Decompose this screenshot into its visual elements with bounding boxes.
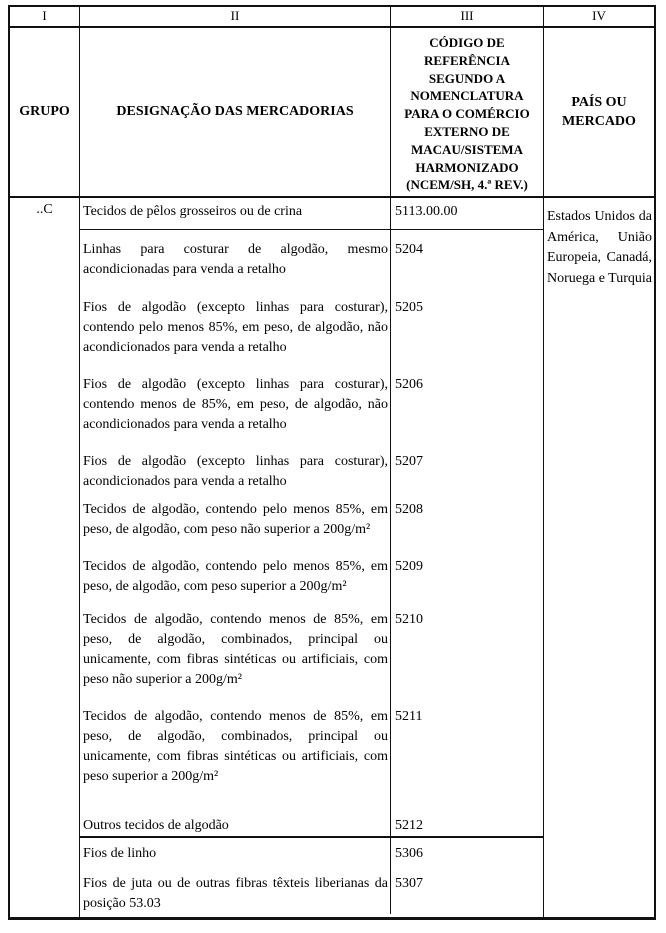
goods-description: Tecidos de algodão, contendo pelo menos 85%, em peso, de algodão, com peso superior a 200g/m² [83, 559, 388, 594]
goods-description: Tecidos de algodão, contendo menos de 85%, em peso, de algodão, combinados, principal ou unicamente, com fibras sintéticas ou artificiais, com peso superior a 200g/m² [83, 709, 388, 784]
column-header-row [10, 28, 654, 198]
header-grupo: GRUPO [10, 28, 80, 196]
header-codigo-line: REFERÊNCIA [424, 52, 510, 68]
cell-designacao [80, 557, 391, 610]
market-countries: Estados Unidos da América, União Europeia, Canadá, Noruega e Turquia [547, 209, 652, 286]
cell-grupo-value: ..C [10, 198, 80, 917]
goods-description: Outros tecidos de algodão [83, 818, 229, 833]
cell-designacao [80, 838, 391, 874]
goods-description: Fios de algodão (excepto linhas para costurar), contendo menos de 85%, em peso, de algodão, não acondicionados para venda a retalho [83, 377, 388, 432]
table-body [10, 198, 654, 917]
group-cotton-rows [80, 230, 543, 838]
table-row [80, 610, 543, 707]
cell-codigo [391, 874, 543, 914]
header-pais-ou-mercado [544, 28, 654, 196]
cell-designacao [80, 375, 391, 452]
header-pais-line: PAÍS OU [571, 95, 627, 110]
column-number-row [10, 7, 654, 28]
cell-designacao [80, 198, 391, 229]
reference-code: 5307 [395, 876, 423, 891]
cell-codigo [391, 707, 543, 816]
header-codigo-line: HARMONIZADO [415, 159, 519, 175]
goods-description: Fios de algodão (excepto linhas para costurar), contendo pelo menos 85%, em peso, de algodão, não acondicionados para venda a retalho [83, 300, 388, 355]
cell-designacao [80, 610, 391, 707]
header-codigo-line: (NCEM/SH, 4.ª REV.) [406, 177, 528, 193]
table-row [80, 452, 543, 500]
col-number-iv: IV [592, 8, 606, 23]
table-row [80, 838, 543, 874]
cell-codigo [391, 610, 543, 707]
table-row [80, 198, 543, 230]
cell-codigo [391, 375, 543, 452]
cell-codigo [391, 816, 543, 836]
cell-pais-ou-mercado [544, 198, 654, 917]
cell-designacao [80, 816, 391, 836]
cell-designacao [80, 230, 391, 298]
col-number-i: I [10, 7, 80, 26]
header-codigo-line: MACAU/SISTEMA [411, 141, 523, 157]
header-codigo-line: SEGUNDO A [428, 70, 506, 86]
table-row [80, 707, 543, 816]
table-row [80, 874, 543, 914]
table-row [80, 557, 543, 610]
cell-designacao [80, 874, 391, 914]
table-row [80, 816, 543, 836]
table-row [80, 375, 543, 452]
cell-codigo [391, 230, 543, 298]
table-row [80, 500, 543, 557]
reference-code: 5206 [395, 377, 423, 392]
goods-description: Tecidos de pêlos grosseiros ou de crina [83, 204, 303, 219]
cell-codigo [391, 557, 543, 610]
goods-description: Fios de linho [83, 846, 157, 861]
reference-code: 5210 [395, 612, 423, 627]
header-codigo-line: PARA O COMÉRCIO [404, 106, 530, 122]
reference-code: 5207 [395, 454, 423, 469]
reference-code: 5306 [395, 846, 423, 861]
header-codigo-line: EXTERNO DE [424, 123, 510, 139]
goods-description: Linhas para costurar de algodão, mesmo acondicionadas para venda a retalho [83, 242, 388, 277]
table-row [80, 298, 543, 375]
goods-nomenclature-table [8, 5, 656, 920]
cell-designacao [80, 298, 391, 375]
cell-designacao [80, 500, 391, 557]
cell-codigo [391, 198, 543, 229]
header-codigo-line: NOMENCLATURA [410, 88, 524, 104]
cell-codigo [391, 500, 543, 557]
col-number-iii: III [391, 7, 544, 26]
header-pais-line: MERCADO [562, 114, 636, 129]
reference-code: 5212 [395, 818, 423, 833]
group-linen-rows [80, 838, 543, 917]
cell-designacao [80, 707, 391, 816]
goods-description: Tecidos de algodão, contendo pelo menos 85%, em peso, de algodão, com peso não superior a 200g/m² [83, 502, 388, 537]
col-number-ii: II [80, 7, 391, 26]
table-row [80, 230, 543, 298]
reference-code: 5208 [395, 502, 423, 517]
reference-code: 5113.00.00 [395, 204, 458, 219]
header-designacao: DESIGNAÇÃO DAS MERCADORIAS [80, 28, 391, 196]
goods-description: Fios de juta ou de outras fibras têxteis liberianas da posição 53.03 [83, 876, 388, 911]
reference-code: 5205 [395, 300, 423, 315]
cell-codigo [391, 838, 543, 874]
cell-designacao [80, 452, 391, 500]
header-codigo-referencia [391, 28, 544, 196]
header-codigo-line: CÓDIGO DE [429, 35, 505, 50]
goods-and-codes-columns [80, 198, 544, 917]
goods-description: Tecidos de algodão, contendo menos de 85%, em peso, de algodão, combinados, principal ou unicamente, com fibras sintéticas ou artificiais, com peso não superior a 200g/m² [83, 612, 388, 687]
reference-code: 5211 [395, 709, 423, 724]
cell-codigo [391, 298, 543, 375]
reference-code: 5204 [395, 242, 423, 257]
goods-description: Fios de algodão (excepto linhas para costurar), acondicionados para venda a retalho [83, 454, 388, 489]
cell-codigo [391, 452, 543, 500]
reference-code: 5209 [395, 559, 423, 574]
